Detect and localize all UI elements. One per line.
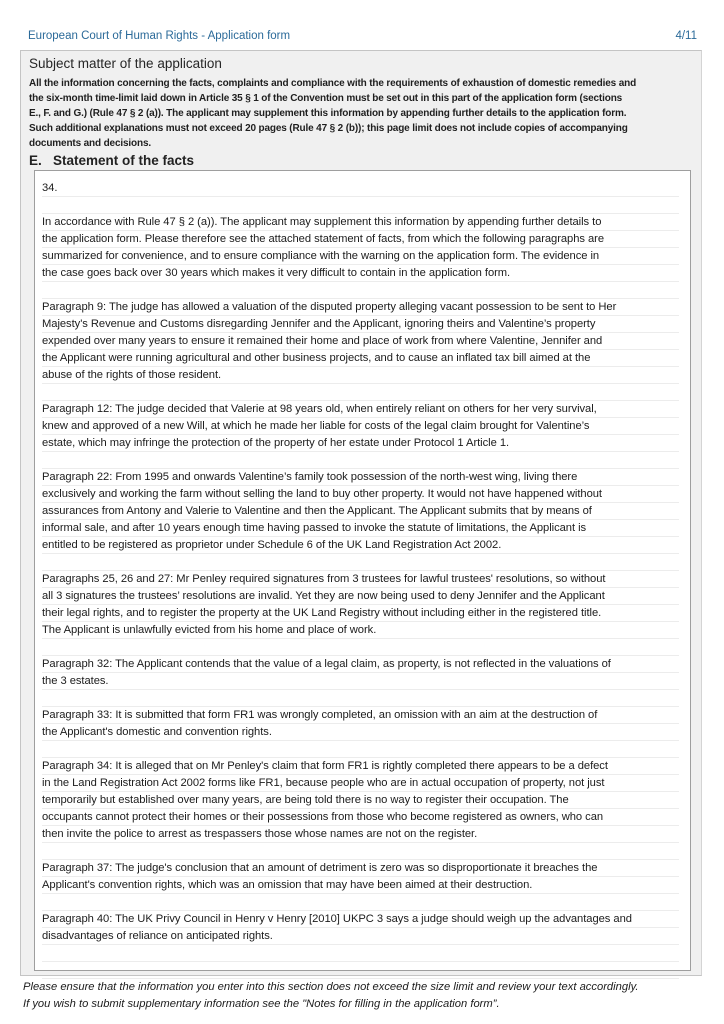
statement-line: assurances from Antony and Valerie to Valentine and then the Applicant. The Applicant submits that by means of [42,503,679,520]
description-line: E., F. and G.) (Rule 47 § 2 (a)). The applicant may supplement this information by appending further details to the application form. [29,108,627,119]
statement-line [42,639,679,656]
panel-description [29,76,697,151]
footer-line: If you wish to submit supplementary information see the "Notes for filling in the application form”. [23,998,500,1010]
statement-line: Paragraphs 25, 26 and 27: Mr Penley required signatures from 3 trustees for lawful trustees' resolutions, so without [42,571,679,588]
statement-line: the application form. Please therefore see the attached statement of facts, from which the following paragraphs are [42,231,679,248]
statement-line: Paragraph 9: The judge has allowed a valuation of the disputed property alleging vacant possession to be sent to Her [42,299,679,316]
statement-line [42,690,679,707]
statement-line: 34. [42,180,679,197]
statement-of-facts-field[interactable] [34,170,691,971]
statement-line [42,945,679,962]
statement-line: Paragraph 32: The Applicant contends that the value of a legal claim, as property, is not reflected in the valuations of [42,656,679,673]
statement-line: informal sale, and after 10 years enough time having passed to invoke the statute of limitations, the Applicant is [42,520,679,537]
statement-line: Paragraph 40: The UK Privy Council in Henry v Henry [2010] UKPC 3 says a judge should weigh up the advantages and [42,911,679,928]
statement-line [42,741,679,758]
statement-line: occupants cannot protect their homes or their possessions from those who become registered as owners, who can [42,809,679,826]
statement-line: disadvantages of reliance on anticipated rights. [42,928,679,945]
statement-line [42,894,679,911]
statement-line: knew and approved of a new Will, at which he made her liable for costs of the legal claim brought for Valentine’s [42,418,679,435]
statement-line [42,843,679,860]
section-heading [29,153,194,168]
panel-title: Subject matter of the application [29,56,222,71]
statement-line: temporarily but established over many years, are being told there is no way to register their occupation. The [42,792,679,809]
description-line: documents and decisions. [29,138,151,149]
statement-line: abuse of the rights of those resident. [42,367,679,384]
statement-line: then invite the police to arrest as trespassers those whose names are not on the register. [42,826,679,843]
statement-line: expended over many years to ensure it remained their home and place of work from where Valentine, Jennifer and [42,333,679,350]
statement-line: Paragraph 22: From 1995 and onwards Valentine’s family took possession of the north-west wing, living there [42,469,679,486]
statement-line [42,452,679,469]
statement-line: Paragraph 12: The judge decided that Valerie at 98 years old, when entirely reliant on others for her very survival, [42,401,679,418]
statement-line: Paragraph 37: The judge's conclusion that an amount of detriment is zero was so disproportionate it breaches the [42,860,679,877]
statement-line: In accordance with Rule 47 § 2 (a)). The applicant may supplement this information by appending further details to [42,214,679,231]
statement-line: all 3 signatures the trustees’ resolutions are invalid. Yet they are now being used to deny Jennifer and the Applicant [42,588,679,605]
statement-line [42,554,679,571]
subject-matter-panel [20,50,702,976]
statement-line: entitled to be registered as proprietor under Schedule 6 of the UK Land Registration Act 2002. [42,537,679,554]
section-title: Statement of the facts [53,153,195,168]
statement-line: summarized for convenience, and to ensure compliance with the warning on the application form. The evidence in [42,248,679,265]
footer-note [23,979,713,1013]
statement-line [42,282,679,299]
section-letter: E. [29,153,42,168]
statement-line: the Applicant's domestic and convention rights. [42,724,679,741]
statement-line: the Applicant were running agricultural and other business projects, and to cause an inflated tax bill aimed at the [42,350,679,367]
description-line: All the information concerning the facts, complaints and compliance with the requirements of exhaustion of domestic remedies and [29,78,637,89]
statement-line: The Applicant is unlawfully evicted from his home and place of work. [42,622,679,639]
statement-line: their legal rights, and to register the property at the UK Land Registry without including either in the registered title. [42,605,679,622]
description-line: the six-month time-limit laid down in Article 35 § 1 of the Convention must be set out in this part of the application form (sections [29,93,623,104]
statement-line [42,197,679,214]
description-line: Such additional explanations must not exceed 20 pages (Rule 47 § 2 (b)); this page limit does not include copies of accompanying [29,123,628,134]
statement-line: the case goes back over 30 years which makes it very difficult to contain in the application form. [42,265,679,282]
footer-line: Please ensure that the information you enter into this section does not exceed the size limit and review your text accordingly. [23,981,639,993]
statement-line [42,384,679,401]
statement-line: Paragraph 33: It is submitted that form FR1 was wrongly completed, an omission with an aim at the destruction of [42,707,679,724]
page-header [28,28,697,44]
statement-line: exclusively and working the farm without selling the land to buy other property. It would not have happened without [42,486,679,503]
statement-line: in the Land Registration Act 2002 forms like FR1, because people who are in actual occupation of property, not just [42,775,679,792]
statement-text [42,180,679,979]
page-number: 4/11 [675,30,697,42]
statement-line: Paragraph 34: It is alleged that on Mr Penley's claim that form FR1 is rightly completed there appears to be a defect [42,758,679,775]
statement-line: Applicant's convention rights, which was an omission that may have been aimed at their destruction. [42,877,679,894]
statement-line: Majesty's Revenue and Customs disregarding Jennifer and the Applicant, ignoring theirs and Valentine’s property [42,316,679,333]
statement-line [42,962,679,979]
form-title: European Court of Human Rights - Application form [28,30,291,42]
statement-line: the 3 estates. [42,673,679,690]
statement-line: estate, which may infringe the protection of the property of her estate under Protocol 1 Article 1. [42,435,679,452]
